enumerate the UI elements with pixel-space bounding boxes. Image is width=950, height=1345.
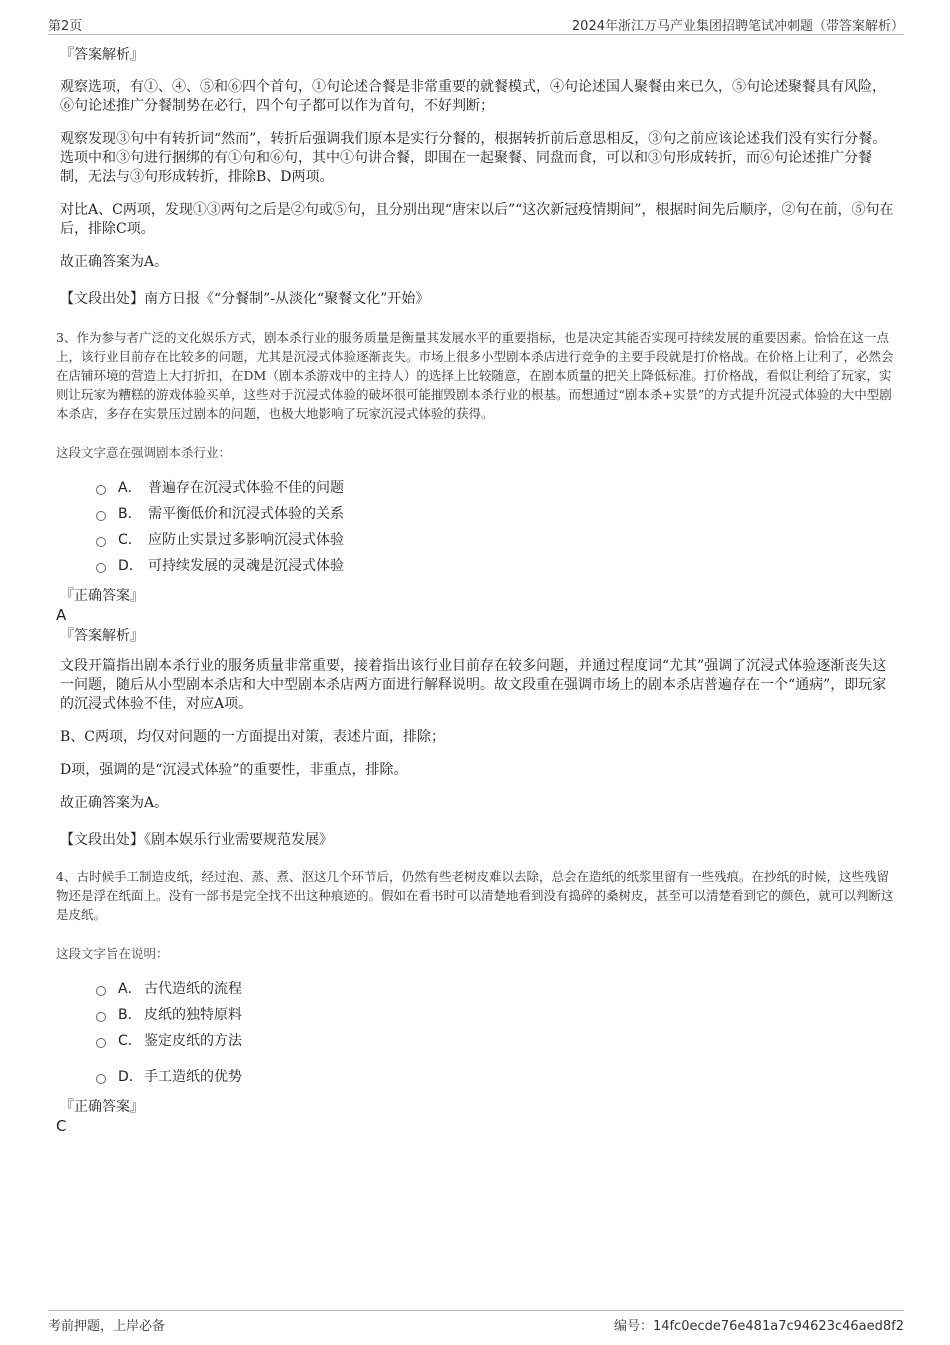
radio-button-icon[interactable] [96, 1038, 106, 1048]
analysis-paragraph: B、C两项，均仅对问题的一方面提出对策，表述片面，排除； [60, 729, 445, 745]
radio-button-icon[interactable] [96, 1074, 106, 1084]
radio-button-icon[interactable] [96, 537, 106, 547]
option-d[interactable] [96, 1064, 894, 1090]
correct-answer-value: C [56, 1117, 67, 1135]
footer-slogan: 考前押题，上岸必备 [48, 1319, 166, 1334]
option-b[interactable] [96, 1002, 894, 1028]
question-3-prompt: 这段文字意在强调剧本杀行业： [56, 445, 232, 460]
option-c[interactable] [96, 1028, 894, 1054]
page-footer [48, 1310, 904, 1333]
option-letter: C． [118, 1033, 142, 1049]
document-title: 2024年浙江万马产业集团招聘笔试冲刺题（带答案解析） [571, 19, 904, 34]
question-4-prompt: 这段文字旨在说明： [56, 946, 169, 961]
source-citation: 【文段出处】南方日报《“分餐制”-从淡化“聚餐文化”开始》 [60, 291, 430, 307]
option-letter: D． [118, 1069, 143, 1085]
option-text: 可持续发展的灵魂是沉浸式体验 [148, 558, 344, 574]
radio-button-icon[interactable] [96, 1012, 106, 1022]
radio-button-icon[interactable] [96, 511, 106, 521]
analysis-conclusion: 故正确答案为A。 [60, 254, 169, 270]
option-text: 应防止实景过多影响沉浸式体验 [148, 532, 344, 548]
analysis-paragraph: 观察发现③句中有转折词“然而”，转折后强调我们原本是实行分餐的，根据转折前后意思相反，③句之前应该论述我们没有实行分餐。选项中和③句进行捆绑的有①句和⑥句，其中①句讲合餐，即围在一起聚餐、同盘而食，可以和③句形成转折，而⑥句论述推广分餐制，无法与③句形成转折，排除B、D两项。 [60, 131, 887, 185]
radio-button-icon[interactable] [96, 485, 106, 495]
radio-button-icon[interactable] [96, 986, 106, 996]
analysis-paragraph: 对比A、C两项，发现①③两句之后是②句或⑤句，且分别出现“唐宋以后”“这次新冠疫情期间”，根据时间先后顺序，②句在前，⑤句在后，排除C项。 [60, 202, 894, 237]
page-header [48, 12, 904, 35]
option-text: 需平衡低价和沉浸式体验的关系 [148, 506, 344, 522]
option-text: 古代造纸的流程 [144, 981, 242, 997]
option-text: 鉴定皮纸的方法 [144, 1033, 242, 1049]
option-letter: B． [118, 1007, 142, 1023]
option-letter: D． [118, 558, 143, 574]
option-text: 普遍存在沉浸式体验不佳的问题 [148, 480, 344, 496]
option-text: 手工造纸的优势 [144, 1069, 242, 1085]
analysis-label: 『答案解析』 [60, 47, 144, 63]
option-d[interactable] [96, 553, 894, 579]
option-text: 皮纸的独特原料 [144, 1007, 242, 1023]
radio-button-icon[interactable] [96, 563, 106, 573]
option-letter: A． [118, 480, 142, 496]
page-number: 第2页 [48, 19, 83, 34]
option-letter: B． [118, 506, 142, 522]
question-3-text: 3、作为参与者广泛的文化娱乐方式，剧本杀行业的服务质量是衡量其发展水平的重要指标，也是决定其能否实现可持续发展的重要因素。恰恰在这一点上，该行业目前存在比较多的问题，尤其是沉浸式体验逐渐丧失。市场上很多小型剧本杀店进行竞争的主要手段就是打价格战。在价格上让利了，必然会在店铺环境的营造上大打折扣，在DM（剧本杀游戏中的主持人）的选择上比较随意，在剧本质量的把关上降低标准。打价格战，看似让利给了玩家，实则让玩家为糟糕的游戏体验买单，这些对于沉浸式体验的破坏很可能摧毁剧本杀行业的根基。而想通过“剧本杀+实景”的方式提升沉浸式体验的大中型剧本杀店，多存在实景压过剧本的问题，也极大地影响了玩家沉浸式体验的获得。 [56, 330, 894, 421]
question-3-options [96, 475, 894, 579]
source-citation: 【文段出处】《剧本娱乐行业需要规范发展》 [60, 832, 333, 848]
analysis-label: 『答案解析』 [60, 628, 144, 644]
analysis-paragraph: 文段开篇指出剧本杀行业的服务质量非常重要，接着指出该行业目前存在较多问题，并通过程度词“尤其”强调了沉浸式体验逐渐丧失这一问题，随后从小型剧本杀店和大中型剧本杀店两方面进行解释说明。故文段重在强调市场上的剧本杀店普遍存在一个“通病”，即玩家的沉浸式体验不佳，对应A项。 [60, 658, 887, 712]
question-4-text: 4、古时候手工制造皮纸，经过泡、蒸、煮、沤这几个环节后，仍然有些老树皮难以去除，总会在造纸的纸浆里留有一些残痕。在抄纸的时候，这些残留物还是浮在纸面上。没有一部书是完全找不出这种痕迹的。假如在看书时可以清楚地看到没有捣碎的桑树皮，甚至可以清楚看到它的颜色，就可以判断这是皮纸。 [56, 869, 894, 922]
option-letter: A． [118, 981, 142, 997]
question-4-options [96, 976, 894, 1090]
correct-answer-label: 『正确答案』 [60, 1099, 144, 1115]
option-letter: C． [118, 532, 142, 548]
option-c[interactable] [96, 527, 894, 553]
option-a[interactable] [96, 976, 894, 1002]
correct-answer-value: A [56, 606, 67, 624]
option-b[interactable] [96, 501, 894, 527]
document-body [56, 44, 894, 1136]
option-a[interactable] [96, 475, 894, 501]
analysis-paragraph: 观察选项，有①、④、⑤和⑥四个首句，①句论述合餐是非常重要的就餐模式，④句论述国人聚餐由来已久，⑤句论述聚餐具有风险，⑥句论述推广分餐制势在必行，四个句子都可以作为首句，不好判断； [60, 79, 886, 114]
correct-answer-label: 『正确答案』 [60, 588, 144, 604]
analysis-paragraph: D项，强调的是“沉浸式体验”的重要性，非重点，排除。 [60, 762, 408, 778]
analysis-conclusion: 故正确答案为A。 [60, 795, 169, 811]
document-id: 编号：14fc0ecde76e481a7c94623c46aed8f2 [613, 1319, 904, 1334]
